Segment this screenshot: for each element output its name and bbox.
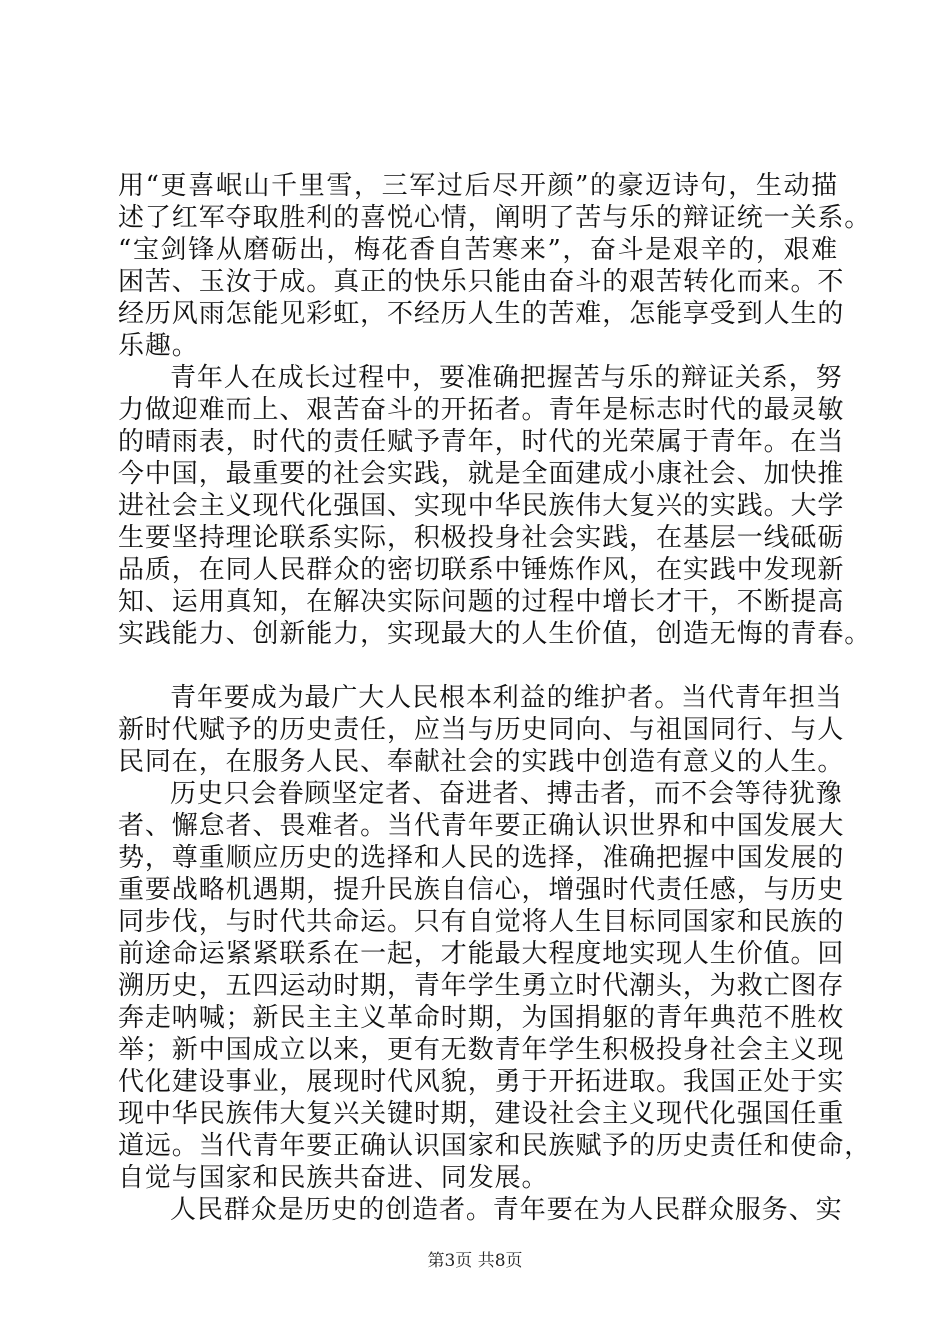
text-line: 经历风雨怎能见彩虹，不经历人生的苦难，怎能享受到人生的 [118, 299, 845, 329]
text-line: 民同在，在服务人民、奉献社会的实践中创造有意义的人生。 [118, 747, 845, 777]
text-line: 新时代赋予的历史责任，应当与历史同向、与祖国同行、与人 [118, 715, 845, 745]
text-line: 青年人在成长过程中，要准确把握苦与乐的辩证关系，努 [170, 363, 843, 393]
text-line: 代化建设事业，展现时代风貌，勇于开拓进取。我国正处于实 [118, 1067, 845, 1097]
text-line: “宝剑锋从磨砺出，梅花香自苦寒来”，奋斗是艰辛的，艰难 [118, 235, 838, 265]
text-line: 道远。当代青年要正确认识国家和民族赋予的历史责任和使命， [118, 1131, 872, 1161]
text-line: 实践能力、创新能力，实现最大的人生价值，创造无悔的青春。 [118, 619, 872, 649]
text-line: 人民群众是历史的创造者。青年要在为人民群众服务、实 [170, 1195, 843, 1225]
paragraph-3 [118, 682, 845, 778]
text-line: 溯历史，五四运动时期，青年学生勇立时代潮头，为救亡图存 [118, 971, 845, 1001]
text-line: 困苦、玉汝于成。真正的快乐只能由奋斗的艰苦转化而来。不 [118, 267, 845, 297]
text-line: 历史只会眷顾坚定者、奋进者、搏击者，而不会等待犹豫 [170, 779, 843, 809]
text-line: 品质，在同人民群众的密切联系中锤炼作风，在实践中发现新 [118, 555, 845, 585]
text-line: 力做迎难而上、艰苦奋斗的开拓者。青年是标志时代的最灵敏 [118, 395, 845, 425]
text-line: 奔走呐喊；新民主主义革命时期，为国捐躯的青年典范不胜枚 [118, 1003, 845, 1033]
text-line: 自觉与国家和民族共奋进、同发展。 [118, 1163, 549, 1193]
page-number-footer: 第3页 共8页 [427, 1251, 523, 1271]
text-line: 的晴雨表，时代的责任赋予青年，时代的光荣属于青年。在当 [118, 427, 845, 457]
text-line: 用“更喜岷山千里雪，三军过后尽开颜”的豪迈诗句，生动描 [118, 171, 838, 201]
text-line: 现中华民族伟大复兴关键时期，建设社会主义现代化强国任重 [118, 1099, 845, 1129]
text-line: 前途命运紧紧联系在一起，才能最大程度地实现人生价值。回 [118, 939, 845, 969]
paragraph-2 [118, 362, 872, 650]
document-body [118, 170, 872, 1226]
paragraph-4 [118, 778, 872, 1194]
text-line: 同步伐，与时代共命运。只有自觉将人生目标同国家和民族的 [118, 907, 845, 937]
paragraph-5 [118, 1194, 843, 1226]
text-line: 进社会主义现代化强国、实现中华民族伟大复兴的实践。大学 [118, 491, 845, 521]
text-line: 乐趣。 [118, 331, 199, 361]
text-line: 重要战略机遇期，提升民族自信心，增强时代责任感，与历史 [118, 875, 845, 905]
text-line: 今中国，最重要的社会实践，就是全面建成小康社会、加快推 [118, 459, 845, 489]
text-line: 者、懈怠者、畏难者。当代青年要正确认识世界和中国发展大 [118, 811, 845, 841]
text-line: 势，尊重顺应历史的选择和人民的选择，准确把握中国发展的 [118, 843, 845, 873]
paragraph-gap [118, 650, 838, 682]
text-line: 生要坚持理论联系实际，积极投身社会实践，在基层一线砥砺 [118, 523, 845, 553]
text-line: 举；新中国成立以来，更有无数青年学生积极投身社会主义现 [118, 1035, 845, 1065]
text-line: 青年要成为最广大人民根本利益的维护者。当代青年担当 [170, 683, 843, 713]
text-line: 述了红军夺取胜利的喜悦心情，阐明了苦与乐的辩证统一关系。 [118, 203, 872, 233]
text-line: 知、运用真知，在解决实际问题的过程中增长才干，不断提高 [118, 587, 845, 617]
paragraph-1 [118, 170, 872, 362]
